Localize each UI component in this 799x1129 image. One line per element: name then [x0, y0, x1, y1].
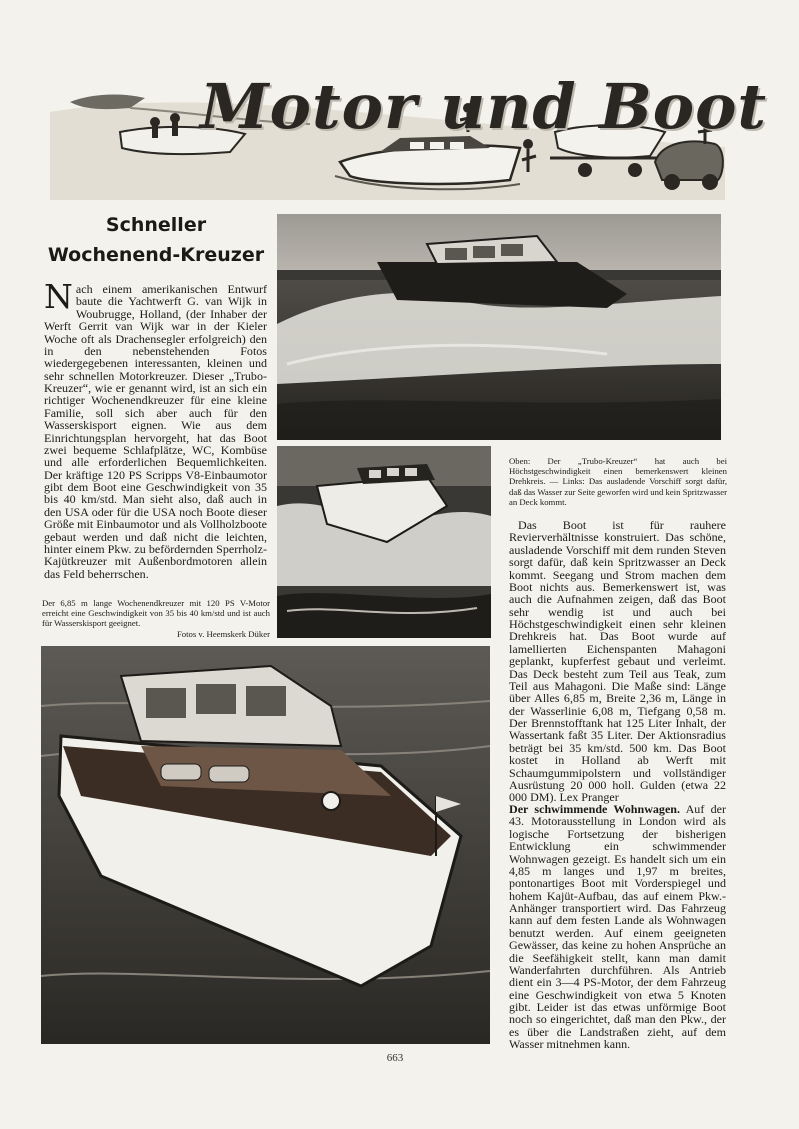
photo-cruiser-close-up	[41, 646, 490, 1044]
headline-line-1: Schneller	[105, 214, 207, 236]
main-paragraph: Das Boot ist für rauhere Revierverhältnisse konstruiert. Das schöne, ausladende Vorschiff mit dem runden Steven sorgt dafür, daß kein Spritzwasser an Deck kommt. Seegang und Strom machen dem Boot nichts aus. Bemerkenswert ist, was auch die Aufnahmen zeigen, daß das Boot sehr wendig ist und auch bei Höchstgeschwindigkeit einen sehr kleinen Drehkreis hat. Das Boot wurde auf lamellierten Eichenspanten Mahagoni geplankt, kupferfest gebaut und verleimt. Das Deck besteht zum Teil aus Teak, zum Teil aus Mahagoni. Die Maße sind: Länge über Alles 6,85 m, Breite 2,36 m, Länge in der Wasserlinie 6,08 m, Tiefgang 0,58 m. Der Brennstofftank hat 125 Liter Inhalt, der Wassertank faßt 35 Liter. Der Aktionsradius beträgt bei 35 km/std. 500 km. Das Boot kostet in Holland ab Werft mit Schaumgummipolstern und vollständiger Ausrüstung 20 000 holl. Gulden (etwa 22 000 DM). Lex Pranger	[509, 518, 726, 805]
page-number: 663	[386, 1052, 404, 1064]
article-headline	[46, 210, 266, 270]
headline-line-2: Wochenend-Kreuzer	[47, 244, 265, 266]
caption-left-text: Der 6,85 m lange Wochenendkreuzer mit 120 PS V-Motor erreicht eine Geschwindigkeit von 35 bis 40 km/std und ist auch für Wasserskisport geeignet.	[42, 598, 270, 629]
masthead-title: Motor und Boot	[200, 70, 768, 143]
wohnwagen-body: Auf der 43. Motorausstellung in London wird als logische Fortsetzung der bisherigen Entwicklung ein schwimmender Wohnwagen gezeigt. Es handelt sich um ein 4,85 m langes und 1,97 m breites, pontonartiges Boot mit Vorderspiegel und hohem Kajüt-Aufbau, das auf einem Pkw.-Anhänger transportiert wird. Das Fahrzeug kann auf dem festen Lande als Wohnwagen benutzt werden. Auf einem geeigneten Gewässer, das keine zu hohen Ansprüche an die Seefähigkeit stellt, kann man damit Wanderfahrten durchführen. Als Antrieb dient ein 3—4 PS-Motor, der dem Fahrzeug eine Geschwindigkeit von etwa 5 Knoten gibt. Leider ist das etwas unförmige Boot noch so eingerichtet, daß man den Pkw., der es über die Landstraßen zieht, auf dem Wasser mitnehmen kann.	[509, 802, 726, 1052]
wohnwagen-title: Der schwimmende Wohnwagen.	[509, 802, 681, 816]
intro-paragraph: Nach einem amerikanischen Entwurf baute die Yachtwerft G. van Wijk in Woubrugge, Holland, (der Inhaber der Werft Gerrit van Wijk war in der Kieler Woche oft als Drachensegler erfolgreich) den in den nebenstehenden Fotos wiedergegebenen interessanten, kleinen und sehr schnellen Motorkreuzer. Dieser „Trubo-Kreuzer“, wie er genannt wird, ist an sich ein richtiger Wochenendkreuzer für eine kleine Familie, soll sich aber auch für den Wasserskisport eignen. Wie aus dem Einrichtungsplan hervorgeht, hat das Boot zwei bequeme Schlafplätze, WC, Kombüse und alle erforderlichen Bequemlichkeiten. Der kräftige 120 PS Scripps V8-Einbaumotor gibt dem Boot eine Geschwindigkeit von 35 bis 40 km/std. Man sieht also, daß auch in den USA oder für die USA noch Boote dieser Größe mit Einbaumotor und als Vollholzboote gebaut werden und daß nicht die leichten, hinter einem Pkw. zu befördernden Sperrholz-Kajütkreuzer mit Außenbordmotoren allein das Feld beherrschen.	[44, 277, 267, 581]
wohnwagen-paragraph	[509, 803, 726, 1051]
photo-caption-left	[42, 598, 270, 639]
photo-credit: Fotos v. Heemskerk Düker	[176, 628, 270, 639]
photo-caption-right: Oben: Der „Trubo-Kreuzer“ hat auch bei Höchstgeschwindigkeit einen bemerkenswert kleinen Drehkreis. — Links: Das ausladende Vorschiff sorgt dafür, daß das Wasser zur Seite geworfen wird und kein Spritzwasser an Deck kommt.	[509, 456, 727, 507]
photo-bow-spray	[277, 446, 491, 638]
masthead	[50, 52, 768, 200]
photo-cruiser-at-speed	[277, 214, 721, 440]
